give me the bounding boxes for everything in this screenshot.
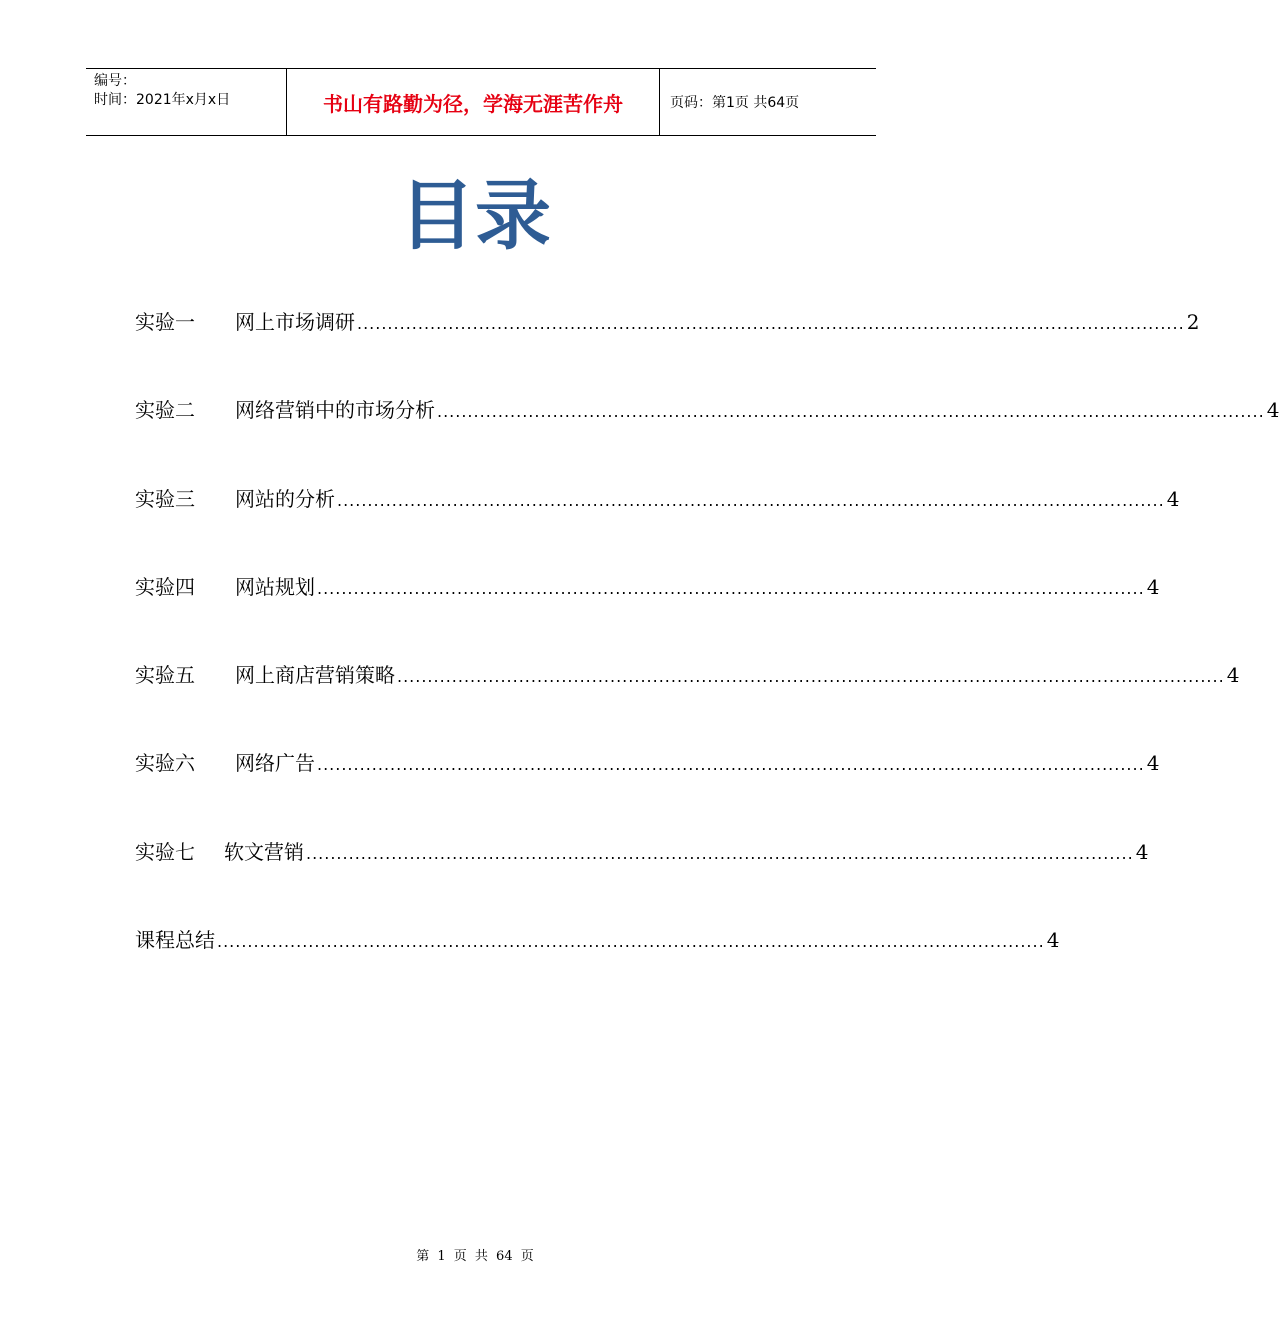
- toc-entry-page: 4: [1046, 928, 1060, 953]
- toc-entry-number: 实验一: [135, 310, 195, 334]
- toc-entry-number: 实验四: [135, 574, 195, 599]
- header-motto: 书山有路勤为径，学海无涯苦作舟: [286, 69, 660, 135]
- toc-entry[interactable]: [135, 836, 1149, 924]
- toc-entry-page: 2: [1186, 310, 1200, 334]
- table-of-contents: [135, 306, 1279, 1012]
- toc-leader: ........................................................................................................................................: [397, 667, 1225, 687]
- toc-leader: ........................................................................................................................................: [437, 402, 1265, 422]
- toc-entry-number: 实验六: [135, 751, 195, 776]
- toc-entry-page: 4: [1146, 751, 1160, 776]
- header-meta: [86, 69, 286, 135]
- number-label: 编号：: [94, 73, 136, 89]
- document-title: 目录: [399, 171, 551, 260]
- toc-entry[interactable]: [135, 394, 1279, 482]
- header-page-info: 页码：第1页 共64页: [670, 95, 800, 111]
- toc-entry-title: 课程总结: [135, 928, 215, 953]
- toc-entry[interactable]: [135, 306, 1200, 394]
- toc-entry-page: 4: [1166, 486, 1180, 511]
- toc-leader: ........................................................................................................................................: [217, 932, 1045, 952]
- toc-leader: ........................................................................................................................................: [317, 755, 1145, 775]
- toc-leader: ........................................................................................................................................: [357, 314, 1185, 333]
- toc-entry-title: 网上商店营销策略: [235, 663, 395, 688]
- toc-entry-page: 4: [1266, 398, 1279, 423]
- toc-entry[interactable]: [135, 747, 1160, 835]
- toc-entry[interactable]: [135, 571, 1160, 659]
- toc-entry-number: 实验五: [135, 663, 195, 688]
- toc-leader: ........................................................................................................................................: [337, 490, 1165, 510]
- page-header: [86, 68, 876, 136]
- toc-entry-number: 实验七: [135, 839, 195, 864]
- toc-entry-page: 4: [1146, 574, 1160, 599]
- toc-entry-title: 网络广告: [235, 751, 315, 776]
- time-label: 时间：2021年x月x日: [94, 92, 231, 108]
- toc-entry-page: 4: [1135, 839, 1149, 864]
- toc-leader: ........................................................................................................................................: [317, 578, 1145, 598]
- toc-entry-number: 实验三: [135, 486, 195, 511]
- page-footer: 第 1 页 共 64 页: [416, 1249, 534, 1264]
- toc-entry[interactable]: [135, 483, 1180, 571]
- toc-entry[interactable]: [135, 924, 1060, 1012]
- toc-entry-page: 4: [1226, 663, 1240, 688]
- toc-entry-title: 软文营销: [224, 839, 304, 864]
- toc-entry-title: 网上市场调研: [235, 310, 355, 334]
- toc-entry-number: 实验二: [135, 398, 195, 423]
- toc-entry-title: 网站的分析: [235, 486, 335, 511]
- toc-entry-title: 网络营销中的市场分析: [235, 398, 435, 423]
- toc-leader: ........................................................................................................................................: [306, 843, 1134, 863]
- toc-entry[interactable]: [135, 659, 1240, 747]
- toc-entry-title: 网站规划: [235, 574, 315, 599]
